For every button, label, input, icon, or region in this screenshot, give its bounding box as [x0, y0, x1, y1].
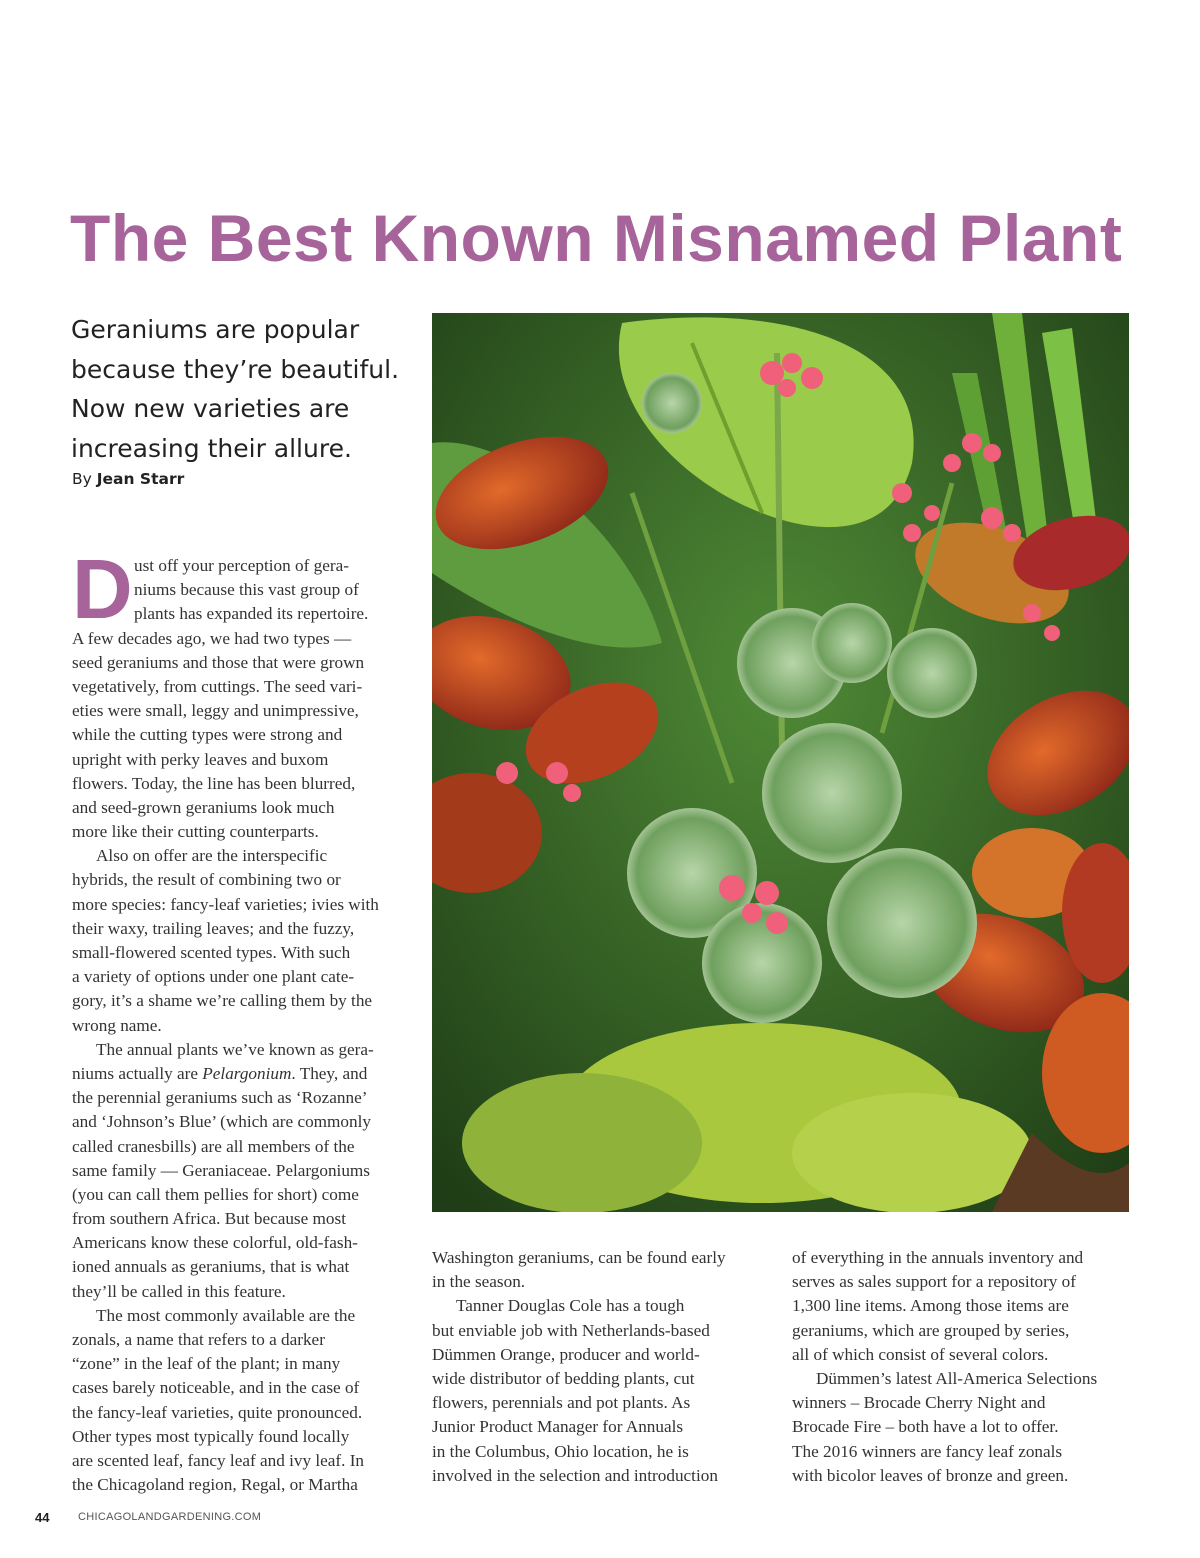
article-title: The Best Known Misnamed Plant: [70, 201, 1123, 275]
body-line: Dümmen’s latest All-America Selections: [816, 1368, 1098, 1388]
byline: [72, 470, 184, 488]
body-line: niums actually are Pelargonium. They, and: [72, 1063, 368, 1083]
author-name: Jean Starr: [96, 470, 185, 488]
dek-line: increasing their allure.: [71, 433, 352, 463]
body-line: in the Columbus, Ohio location, he is: [432, 1441, 689, 1461]
body-line: in the season.: [432, 1272, 526, 1292]
page-number: 44: [35, 1510, 50, 1525]
body-line: winners – Brocade Cherry Night and: [792, 1393, 1046, 1413]
body-line: Other types most typically found locally: [72, 1426, 350, 1446]
body-line: same family — Geraniaceae. Pelargoniums: [72, 1160, 370, 1180]
body-line: Also on offer are the interspecific: [96, 846, 328, 866]
footer-site-url: CHICAGOLANDGARDENING.COM: [78, 1511, 262, 1523]
body-line: flowers, perennials and pot plants. As: [432, 1393, 691, 1413]
body-line: “zone” in the leaf of the plant; in many: [72, 1354, 341, 1374]
body-line: Brocade Fire – both have a lot to offer.: [792, 1417, 1059, 1437]
body-line: from southern Africa. But because most: [72, 1209, 346, 1229]
body-line: and ‘Johnson’s Blue’ (which are commonly: [72, 1112, 371, 1132]
body-line: seed geraniums and those that were grown: [72, 652, 365, 672]
body-line: wide distributor of bedding plants, cut: [432, 1368, 695, 1388]
body-line: The annual plants we’ve known as gera-: [96, 1039, 374, 1059]
dek-line: because they’re beautiful.: [71, 354, 400, 384]
body-line: A few decades ago, we had two types —: [72, 628, 352, 648]
genus-name: Pelargonium: [202, 1063, 292, 1083]
body-line: hybrids, the result of combining two or: [72, 870, 341, 890]
body-line: upright with perky leaves and buxom: [72, 749, 329, 769]
feature-photo: [432, 313, 1129, 1212]
body-line: while the cutting types were strong and: [72, 725, 343, 745]
body-line: 1,300 line items. Among those items are: [792, 1296, 1069, 1316]
plant-container-photo-icon: [432, 313, 1129, 1212]
body-line: called cranesbills) are all members of the: [72, 1136, 355, 1156]
body-line: The most commonly available are the: [96, 1305, 356, 1325]
body-line: (you can call them pellies for short) come: [72, 1184, 359, 1204]
body-line: are scented leaf, fancy leaf and ivy leaf. In: [72, 1450, 365, 1470]
body-line: Dümmen Orange, producer and world-: [432, 1344, 700, 1364]
body-line: The 2016 winners are fancy leaf zonals: [792, 1441, 1063, 1461]
body-line: small-flowered scented types. With such: [72, 943, 351, 962]
body-line: zonals, a name that refers to a darker: [72, 1330, 325, 1349]
body-line: ioned annuals as geraniums, that is what: [72, 1257, 350, 1277]
byline-prefix: By: [72, 470, 92, 488]
body-line: Washington geraniums, can be found early: [432, 1248, 726, 1267]
body-line: the fancy-leaf varieties, quite pronounced.: [72, 1402, 363, 1422]
body-line: geraniums, which are grouped by series,: [792, 1320, 1070, 1340]
body-line: plants has expanded its repertoire.: [134, 604, 369, 624]
article-dek: [71, 310, 431, 468]
dek-line: Now new varieties are: [71, 394, 350, 423]
body-line: Junior Product Manager for Annuals: [432, 1417, 684, 1437]
body-line: the perennial geraniums such as ‘Rozanne’: [72, 1088, 368, 1108]
body-line: of everything in the annuals inventory and: [792, 1248, 1084, 1267]
body-line: eties were small, leggy and unimpressive,: [72, 701, 359, 721]
body-line: a variety of options under one plant cate-: [72, 967, 355, 987]
body-line: more species: fancy-leaf varieties; ivies with: [72, 894, 379, 914]
body-line: serves as sales support for a repository of: [792, 1272, 1076, 1292]
body-line: vegetatively, from cuttings. The seed vari-: [72, 676, 363, 696]
body-line: with bicolor leaves of bronze and green.: [792, 1465, 1069, 1485]
dek-line: Geraniums are popular: [71, 315, 360, 344]
body-line: cases barely noticeable, and in the case of: [72, 1378, 360, 1398]
body-line: Tanner Douglas Cole has a tough: [456, 1296, 685, 1316]
body-line: the Chicagoland region, Regal, or Martha: [72, 1475, 358, 1495]
body-line: wrong name.: [72, 1015, 162, 1035]
body-line: they’ll be called in this feature.: [72, 1281, 286, 1301]
article-column-2: [432, 1246, 777, 1488]
body-line: ust off your perception of gera-: [134, 556, 349, 575]
article-column-3: [792, 1246, 1137, 1488]
body-line: Americans know these colorful, old-fash-: [72, 1233, 358, 1253]
body-line: but enviable job with Netherlands-based: [432, 1320, 710, 1340]
body-line: more like their cutting counterparts.: [72, 822, 319, 842]
body-line: their waxy, trailing leaves; and the fuzzy,: [72, 918, 355, 938]
body-line: gory, it’s a shame we’re calling them by the: [72, 991, 373, 1011]
body-line: flowers. Today, the line has been blurred,: [72, 773, 356, 793]
article-column-1: [72, 554, 417, 1497]
body-line: and seed-grown geraniums look much: [72, 797, 335, 817]
body-line: involved in the selection and introduction: [432, 1465, 718, 1485]
body-line: all of which consist of several colors.: [792, 1344, 1049, 1364]
drop-cap: D: [72, 542, 133, 636]
body-line: niums because this vast group of: [134, 580, 359, 600]
